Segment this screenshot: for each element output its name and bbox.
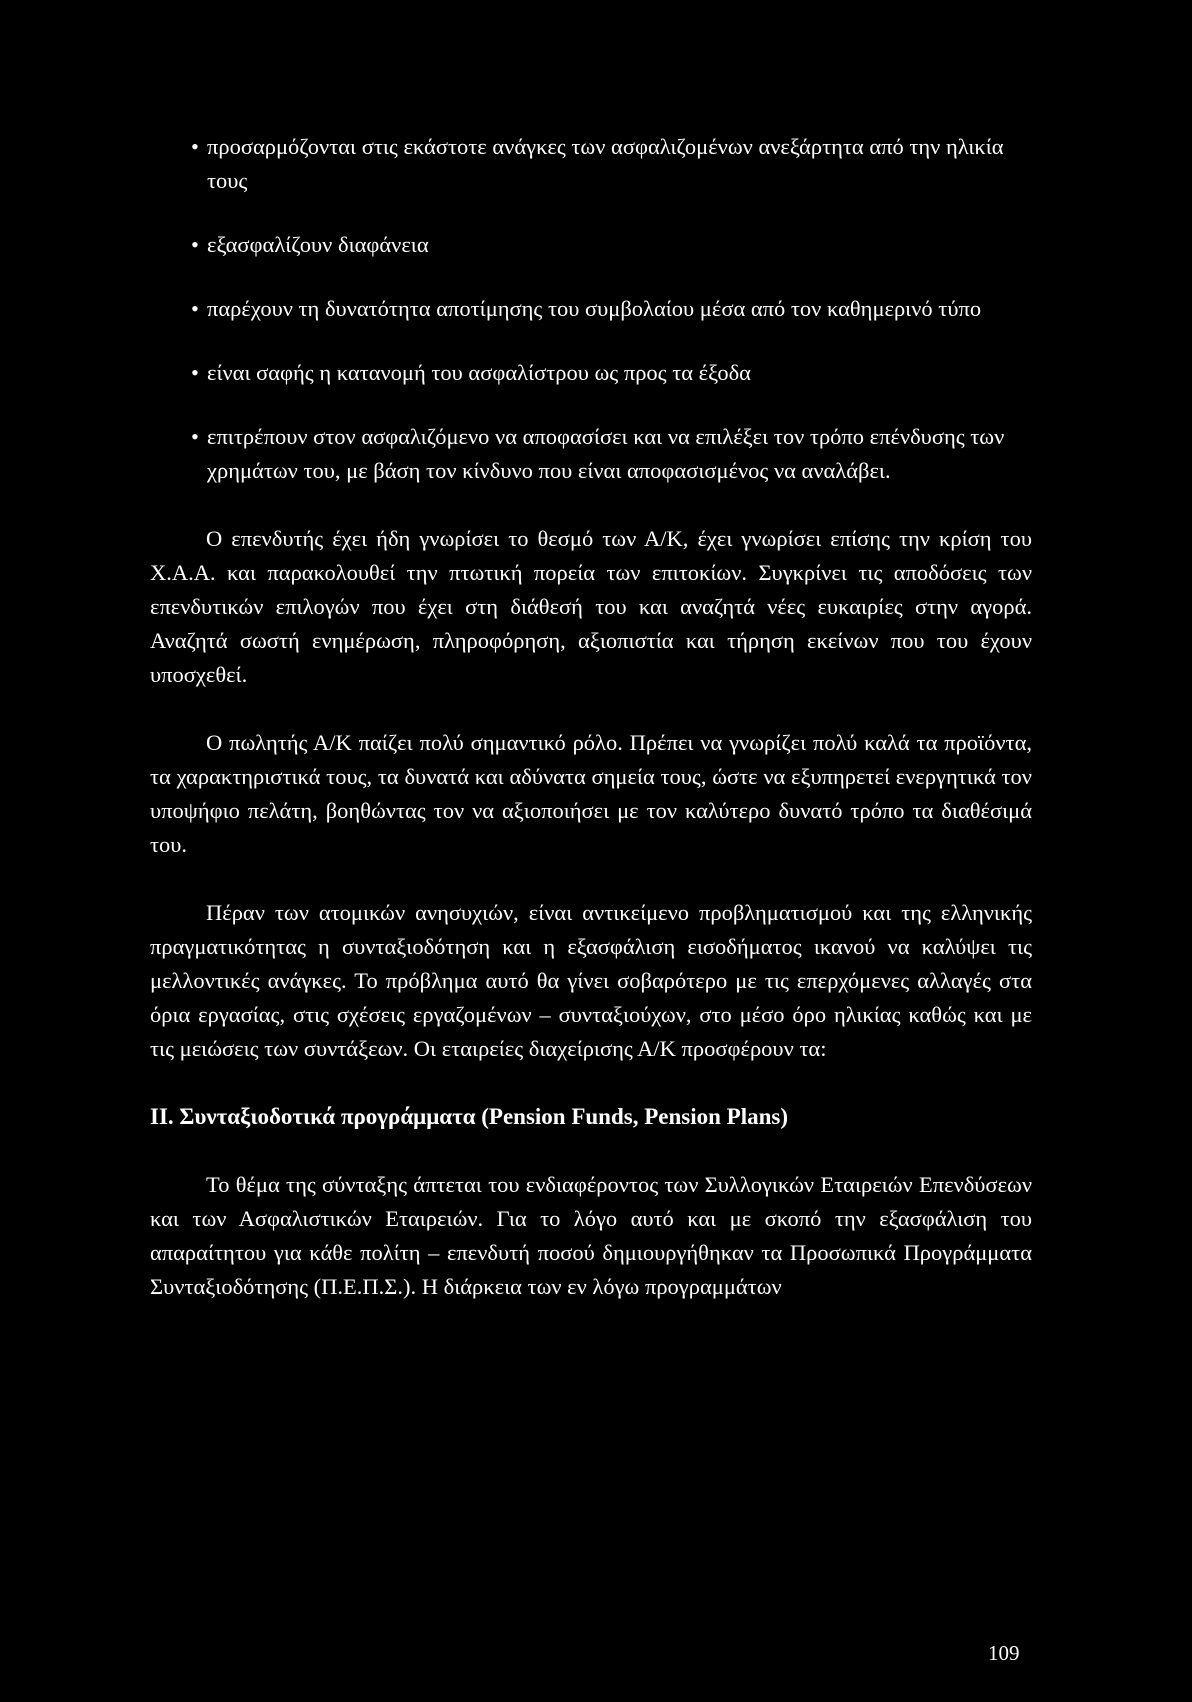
- paragraph-pension-concern: Πέραν των ατομικών ανησυχιών, είναι αντικείμενο προβληματισμού και της ελληνικής πραγματικότητας η συνταξιοδότηση και η εξασφάλιση εισοδήματος ικανού να καλύψει τις μελλοντικές ανάγκες. Το πρόβλημα αυτό θα γίνει σοβαρότερο με τις επερχόμενες αλλαγές στα όρια εργασίας, στις σχέσεις εργαζομένων – συνταξιούχων, στο μέσο όρο ηλικίας καθώς και με τις μειώσεις των συντάξεων. Οι εταιρείες διαχείρισης Α/Κ προσφέρουν τα:: [150, 900, 1032, 1061]
- section-heading: ΙΙ. Συνταξιοδοτικά προγράμματα (Pension Funds, Pension Plans): [150, 1104, 788, 1129]
- page-number: 109: [988, 1641, 1020, 1665]
- bullet-item: • προσαρμόζονται στις εκάστοτε ανάγκες των ασφαλιζομένων ανεξάρτητα από την ηλικία τους: [207, 130, 1032, 198]
- bullet-item: • είναι σαφής η κατανομή του ασφαλίστρου ως προς τα έξοδα: [207, 356, 1032, 390]
- bullet-item: • εξασφαλίζουν διαφάνεια: [207, 228, 1032, 262]
- paragraph-investor: Ο επενδυτής έχει ήδη γνωρίσει το θεσμό των Α/Κ, έχει γνωρίσει επίσης την κρίση του Χ.Α.Α. και παρακολουθεί την πτωτική πορεία των επιτοκίων. Συγκρίνει τις αποδόσεις των επενδυτικών επιλογών που έχει στη διάθεσή του και αναζητά νέες ευκαιρίες στην αγορά. Αναζητά σωστή ενημέρωση, πληροφόρηση, αξιοπιστία και τήρηση εκείνων που του έχουν υποσχεθεί.: [150, 526, 1032, 687]
- bullet-item: • επιτρέπουν στον ασφαλιζόμενο να αποφασίσει και να επιλέξει τον τρόπο επένδυσης των χρημάτων του, με βάση τον κίνδυνο που είναι αποφασισμένος να αναλάβει.: [207, 420, 1032, 488]
- paragraph-seller: Ο πωλητής Α/Κ παίζει πολύ σημαντικό ρόλο. Πρέπει να γνωρίζει πολύ καλά τα προϊόντα, τα χαρακτηριστικά τους, τα δυνατά και αδύνατα σημεία τους, ώστε να εξυπηρετεί ενεργητικά τον υποψήφιο πελάτη, βοηθώντας τον να αξιοποιήσει με τον καλύτερο δυνατό τρόπο τα διαθέσιμά του.: [150, 730, 1032, 857]
- document-page: [150, 130, 1032, 1338]
- feature-bullet-list: [150, 130, 1032, 488]
- bullet-item: • παρέχουν τη δυνατότητα αποτίμησης του συμβολαίου μέσα από τον καθημερινό τύπο: [207, 292, 1032, 326]
- paragraph-pension-plans: Το θέμα της σύνταξης άπτεται του ενδιαφέροντος των Συλλογικών Εταιρειών Επενδύσεων και των Ασφαλιστικών Εταιρειών. Για το λόγο αυτό και με σκοπό την εξασφάλιση του απαραίτητου για κάθε πολίτη – επενδυτή ποσού δημιουργήθηκαν τα Προσωπικά Προγράμματα Συνταξιοδότησης (Π.Ε.Π.Σ.). Η διάρκεια των εν λόγω προγραμμάτων: [150, 1172, 1032, 1299]
